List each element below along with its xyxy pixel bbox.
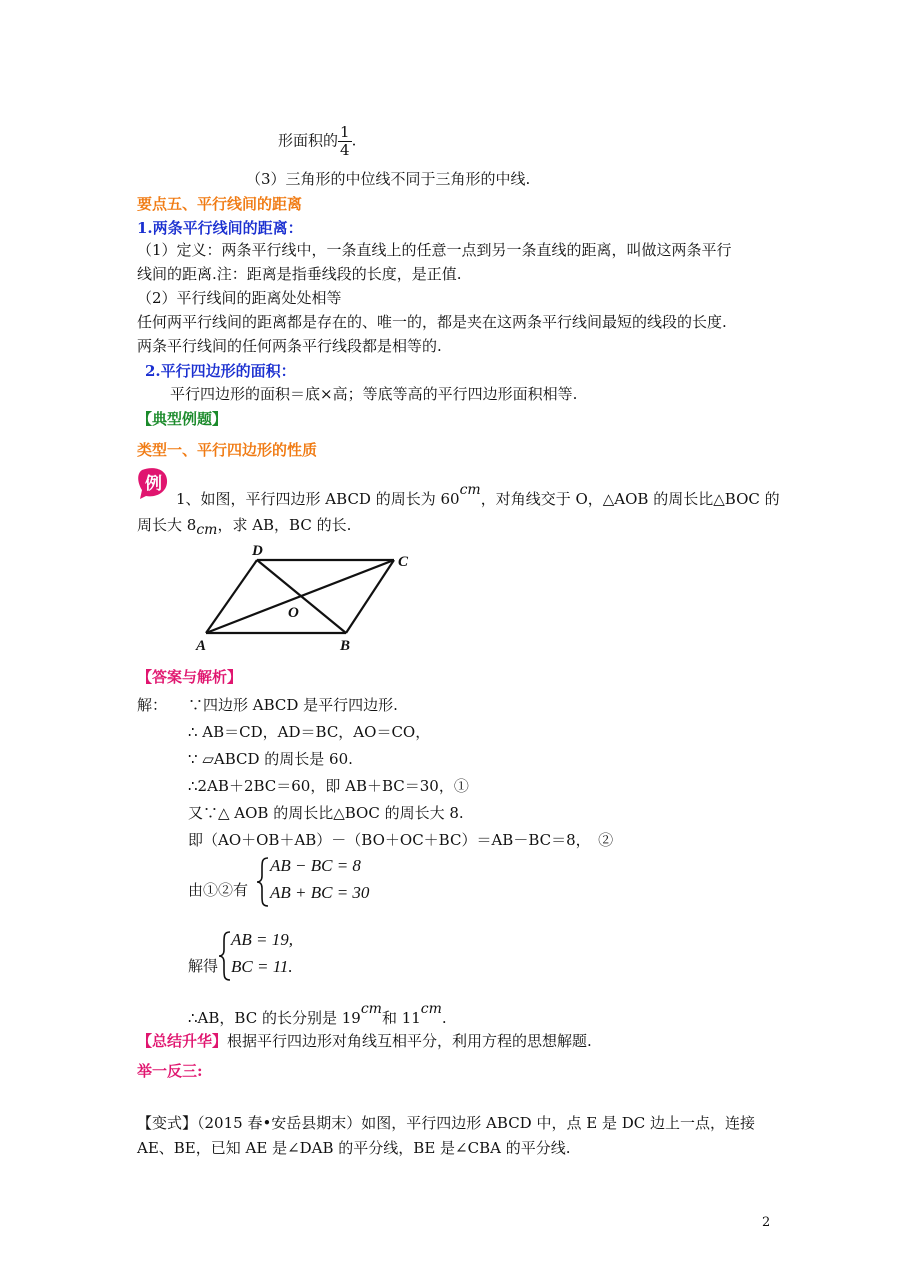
vertex-label-c: C <box>398 554 409 570</box>
vertex-label-d: D <box>252 543 263 559</box>
unit-cm-1: cm <box>459 482 481 498</box>
answer-heading: 【答案与解析】 <box>137 668 243 686</box>
left-brace-icon <box>256 856 270 908</box>
system-2-equation-1: AB = 19, <box>231 930 293 949</box>
question-part-1: 1、如图，平行四边形 ABCD 的周长为 60 <box>176 490 460 508</box>
page-number: 2 <box>762 1215 771 1230</box>
example-badge-icon <box>136 466 170 500</box>
solution-intro: 解： <box>137 696 168 714</box>
practice-heading: 举一反三: <box>137 1062 203 1080</box>
prev-line-1-text: 形面积的 <box>278 131 339 150</box>
subsection-title-area: 2.平行四边形的面积： <box>145 362 296 380</box>
system-1-equation-2: AB + BC = 30 <box>270 883 370 902</box>
conclusion-part-3: . <box>441 1009 447 1027</box>
system-2-equation-2: BC = 11. <box>231 957 293 976</box>
vertex-label-a: A <box>196 638 207 654</box>
prev-line-2: （3）三角形的中位线不同于三角形的中线. <box>246 170 531 188</box>
summary-text: 根据平行四边形对角线互相平分，利用方程的思想解题. <box>227 1032 592 1050</box>
parallelogram-figure <box>190 540 420 655</box>
prev-line-1-period: . <box>351 131 357 150</box>
definition-line-1: （1）定义：两条平行线中，一条直线上的任意一点到另一条直线的距离，叫做这两条平行 <box>137 241 732 259</box>
property-line-2: 两条平行线间的任何两条平行线段都是相等的. <box>137 337 442 355</box>
subsection-title-distance: 1.两条平行线间的距离： <box>137 219 303 237</box>
conclusion-part-2: 和 11 <box>381 1009 421 1027</box>
vertex-label-o: O <box>288 605 299 621</box>
example-question-line-1 <box>176 482 780 510</box>
type-one-title: 类型一、平行四边形的性质 <box>137 441 318 459</box>
unit-cm-3: cm <box>360 1001 382 1017</box>
vertex-label-b: B <box>340 638 351 654</box>
typical-examples-heading: 【典型例题】 <box>137 410 228 428</box>
area-formula-line: 平行四边形的面积＝底×高；等底等高的平行四边形面积相等. <box>170 385 578 403</box>
solution-conclusion <box>188 1001 447 1029</box>
parallelogram-lines <box>206 560 394 633</box>
parallelogram-symbol-icon: ▱ <box>202 750 214 768</box>
example-badge-text: 例 <box>145 474 162 494</box>
solution-line-3-text: ABCD 的周长是 60. <box>213 750 353 768</box>
fraction-one-quarter <box>338 124 352 159</box>
summary-line <box>137 1031 592 1051</box>
system-2-prefix: 解得 <box>188 957 219 975</box>
prev-line-1 <box>278 124 356 159</box>
question-part-4: ，求 AB，BC 的长. <box>217 516 352 534</box>
left-brace-icon <box>218 930 232 982</box>
solution-line-6: 即（AO＋OB＋AB）－（BO＋OC＋BC）＝AB－BC＝8， ② <box>188 831 614 849</box>
fraction-numerator: 1 <box>340 123 350 141</box>
diagonal-bd <box>257 560 346 633</box>
conclusion-part-1: ∴AB，BC 的长分别是 19 <box>188 1009 361 1027</box>
question-part-2: ，对角线交于 O，△AOB 的周长比△BOC 的 <box>480 490 780 508</box>
variant-line-1: 【变式】（2015 春•安岳县期末）如图，平行四边形 ABCD 中，点 E 是 DC 边上一点，连接 <box>137 1114 755 1132</box>
fraction-denominator: 4 <box>340 141 350 159</box>
solution-line-1: ∵四边形 ABCD 是平行四边形. <box>188 696 398 714</box>
section-title-distance: 要点五、平行线间的距离 <box>137 195 303 213</box>
summary-label: 【总结升华】 <box>137 1032 228 1050</box>
definition-line-2: 线间的距离.注：距离是指垂线段的长度，是正值. <box>137 265 462 283</box>
unit-cm-2: cm <box>196 522 218 538</box>
solution-line-5: 又∵△ AOB 的周长比△BOC 的周长大 8. <box>188 804 464 822</box>
system-1-prefix: 由①②有 <box>188 881 249 899</box>
unit-cm-4: cm <box>420 1001 442 1017</box>
variant-line-2: AE、BE，已知 AE 是∠DAB 的平分线，BE 是∠CBA 的平分线. <box>137 1139 571 1157</box>
system-1-equation-1: AB − BC = 8 <box>270 856 361 875</box>
solution-line-3 <box>188 749 353 769</box>
example-question-line-2 <box>137 515 351 536</box>
solution-line-3-because: ∵ <box>188 750 203 768</box>
property-line-1: 任何两平行线间的距离都是存在的、唯一的，都是夹在这两条平行线间最短的线段的长度. <box>137 313 727 331</box>
solution-line-4: ∴2AB＋2BC＝60，即 AB＋BC＝30，① <box>188 777 469 795</box>
solution-line-2: ∴ AB＝CD，AD＝BC，AO＝CO， <box>188 723 431 741</box>
edge-bc <box>346 560 394 633</box>
property-heading: （2）平行线间的距离处处相等 <box>137 289 342 307</box>
question-part-3: 周长大 8 <box>137 516 197 534</box>
